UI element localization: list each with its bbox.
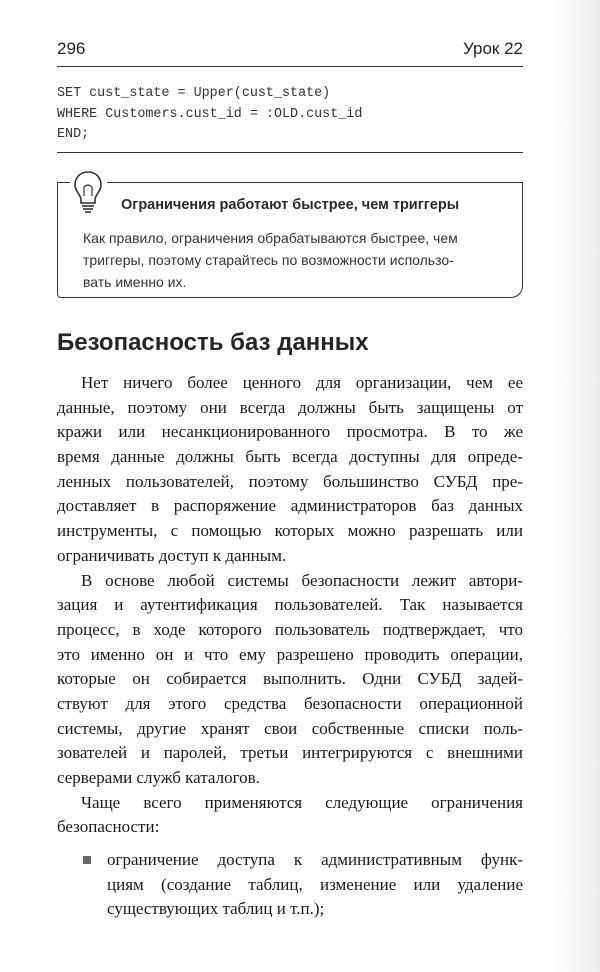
- text-line: это именно он и что ему разрешено проводить операции,: [57, 644, 523, 664]
- header-rule: [57, 66, 523, 67]
- text-line: кражи или несанкционированного просмотра. В то же: [57, 422, 523, 442]
- code-line: SET cust_state = Upper(cust_state): [57, 86, 331, 101]
- text-line: данные, поэтому они всегда должны быть защищены от: [57, 397, 523, 417]
- text-line: доставляет в распоряжение администраторов баз данных: [57, 496, 523, 516]
- code-line: END;: [57, 127, 90, 142]
- lightbulb-icon-graphic: [70, 168, 106, 216]
- text-line: Нет ничего более ценного для организации, чем ее: [81, 373, 523, 392]
- code-rule: [57, 152, 523, 153]
- text-line: зователей и паролей, третьи интегрируются с внешними: [57, 743, 523, 763]
- paragraph: [57, 371, 523, 569]
- text-line: ствуют для этого средства безопасности операционной: [57, 693, 523, 713]
- text-line: системы, другие хранят свои собственные списки поль-: [57, 718, 523, 738]
- text-line: ограничение доступа к административным функ-: [107, 850, 523, 870]
- text-line: ограничивать доступ к данным.: [57, 545, 287, 565]
- page-number: 296: [57, 39, 86, 58]
- body-text: [57, 371, 523, 922]
- running-header: [57, 33, 523, 67]
- text-line: зация и аутентификация пользователей. Так называется: [57, 595, 523, 615]
- bullet-text: [57, 848, 523, 922]
- tip-box-top-left-border: [57, 182, 71, 183]
- tip-box-top-border: [107, 182, 523, 183]
- paragraph: [57, 569, 523, 791]
- lightbulb-icon: [70, 168, 106, 216]
- text-line: безопасности:: [57, 817, 160, 837]
- text-line: время данные должны быть всегда доступны для опреде-: [57, 447, 523, 467]
- text-line: серверами служб каталогов.: [57, 768, 260, 787]
- text-line: циям (создание таблиц, изменение или удаление: [107, 874, 523, 894]
- tip-line: вать именно их.: [83, 274, 187, 290]
- text-line: инструменты, с помощью которых можно разрешать или: [57, 521, 523, 541]
- paragraph: [57, 791, 523, 840]
- section-heading: Безопасность баз данных: [57, 329, 369, 356]
- square-bullet-icon: [83, 856, 91, 864]
- tip-line: Как правило, ограничения обрабатываются быстрее, чем: [83, 230, 458, 246]
- code-listing: [57, 84, 362, 146]
- page-edge-shadow: [548, 0, 600, 972]
- text-line: ленных пользователей, поэтому большинство СУБД пре-: [57, 471, 523, 491]
- text-line: В основе любой системы безопасности лежит автори-: [81, 570, 523, 590]
- text-line: процесс, в ходе которого пользователь подтверждает, что: [57, 619, 523, 639]
- text-line: существующих таблиц и т.п.);: [107, 899, 325, 919]
- tip-title: Ограничения работают быстрее, чем триггеры: [121, 197, 460, 213]
- text-line: которые он собирается выполнить. Одни СУБД задей-: [57, 669, 523, 689]
- tip-line: триггеры, поэтому старайтесь по возможности использо-: [83, 252, 454, 268]
- bullet-item: [57, 848, 523, 922]
- tip-text: [83, 227, 513, 293]
- lesson-label: Урок 22: [462, 39, 523, 58]
- text-line: Чаще всего применяются следующие ограничения: [81, 792, 523, 812]
- code-line: WHERE Customers.cust_id = :OLD.cust_id: [57, 106, 363, 122]
